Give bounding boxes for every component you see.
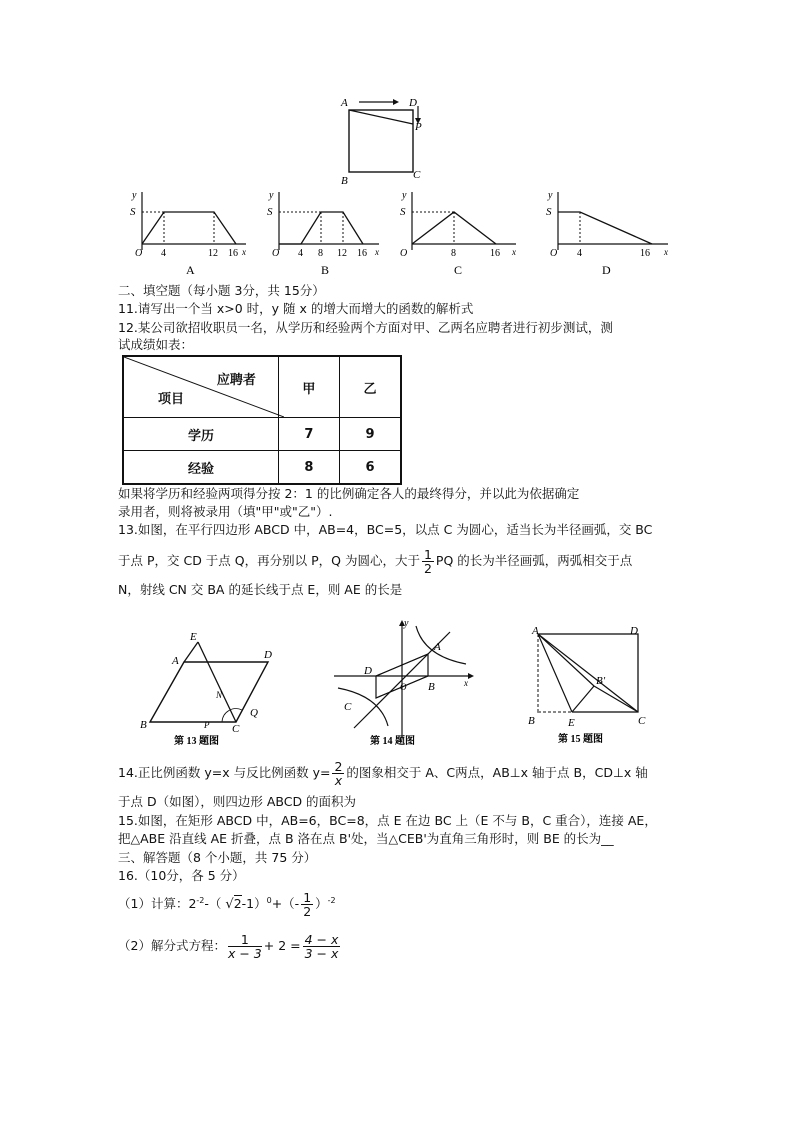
question-12-line3: 如果将学历和经验两项得分按 2：1 的比例确定各人的最终得分，并以此为依据确定 <box>118 486 580 501</box>
svg-text:16: 16 <box>228 248 238 259</box>
svg-text:y: y <box>402 190 407 201</box>
svg-text:16: 16 <box>640 248 650 259</box>
section3-heading: 三、解答题（8 个小题，共 75 分） <box>118 850 317 865</box>
label-b: B <box>341 175 348 187</box>
svg-text:Q: Q <box>250 707 258 719</box>
question-13-line2: 于点 P，交 CD 于点 Q，再分别以 P，Q 为圆心，大于 $\frac{1}{2}$ PQ 的长为半径画弧，两弧相交于点 <box>118 547 633 576</box>
graph-a <box>118 186 253 276</box>
svg-text:4: 4 <box>577 248 582 259</box>
svg-text:D: D <box>630 625 638 637</box>
moving-point-square-figure <box>335 92 435 187</box>
label-a: A <box>341 97 348 109</box>
svg-text:O: O <box>550 248 558 259</box>
svg-text:y: y <box>548 190 553 201</box>
question-12-line4: 录用者，则将被录用（填"甲"或"乙"）. <box>118 504 333 519</box>
svg-text:A: A <box>532 625 539 637</box>
svg-text:S: S <box>267 206 273 218</box>
table-header-yi: 乙 <box>339 356 401 418</box>
graph-b-caption: B <box>321 263 330 276</box>
figure-13-caption: 第 13 题图 <box>174 736 219 747</box>
figure-14 <box>330 618 480 748</box>
svg-text:B: B <box>140 719 147 731</box>
svg-text:E: E <box>190 631 197 643</box>
svg-text:O: O <box>400 682 407 692</box>
label-d: D <box>409 97 417 109</box>
question-11: 11.请写出一个当 x>0 时，y 随 x 的增大而增大的函数的解析式 <box>118 301 474 316</box>
fraction-1-over-x-3: $\frac{1}{x - 3}$ <box>227 932 262 961</box>
svg-text:B′: B′ <box>596 675 606 687</box>
table-corner-cell: 应聘者 项目 <box>123 356 278 418</box>
section2-heading: 二、填空题（每小题 3分，共 15分） <box>118 283 325 298</box>
table-row: 学历 7 9 <box>123 418 401 451</box>
graph-a-caption: A <box>186 263 195 276</box>
svg-text:x: x <box>512 247 516 257</box>
question-16-head: 16.（10分，各 5 分） <box>118 868 245 883</box>
svg-text:8: 8 <box>451 248 456 259</box>
figure-13 <box>138 628 288 748</box>
question-14-line1: 14.正比例函数 y=x 与反比例函数 y= $\frac{2}{x}$ 的图象相交于 A、C两点，AB⊥x 轴于点 B，CD⊥x 轴 <box>118 759 648 788</box>
svg-text:N: N <box>216 690 223 700</box>
question-16-part1: （1）计算：$2^{-2}-$（ √2-1）$^0$+（- $\frac{1}{2}$ ）$^{-2}$ <box>118 890 336 920</box>
question-15-line2: 把△ABE 沿直线 AE 折叠，点 B 洛在点 B'处，当△CEB'为直角三角形时，则 BE 的长为__ <box>118 831 614 846</box>
svg-text:x: x <box>464 678 468 688</box>
figure-15-caption: 第 15 题图 <box>558 734 603 745</box>
question-13-line3: N，射线 CN 交 BA 的延长线于点 E，则 AE 的长是 <box>118 582 403 597</box>
svg-text:S: S <box>130 206 136 218</box>
table-header-jia: 甲 <box>278 356 339 418</box>
table-row: 经验 8 6 <box>123 451 401 485</box>
svg-text:E: E <box>568 717 575 729</box>
label-c: C <box>413 169 421 181</box>
svg-text:12: 12 <box>337 248 347 259</box>
svg-text:y: y <box>269 190 274 201</box>
svg-text:y: y <box>132 190 137 201</box>
svg-text:C: C <box>638 715 646 727</box>
question-12-line2: 试成绩如表： <box>118 337 194 352</box>
graph-d <box>540 186 675 276</box>
score-table <box>122 355 402 485</box>
svg-text:4: 4 <box>298 248 303 259</box>
fraction-one-half: $\frac{1}{2}$ <box>303 890 312 920</box>
question-16-part2: （2）解分式方程： $\frac{1}{x - 3}$ + 2 = $\frac{4 - x}{3 - x}$ <box>118 932 339 961</box>
question-14-line2: 于点 D（如图），则四边形 ABCD 的面积为 <box>118 794 357 809</box>
figure-15 <box>524 620 674 750</box>
svg-text:O: O <box>135 248 143 259</box>
svg-text:O: O <box>272 248 280 259</box>
graph-d-caption: D <box>602 263 611 276</box>
svg-text:x: x <box>375 247 379 257</box>
svg-text:y: y <box>404 618 409 629</box>
fraction-4-x-over-3-x: $\frac{4 - x}{3 - x}$ <box>304 932 339 961</box>
svg-text:S: S <box>546 206 552 218</box>
figure-14-caption: 第 14 题图 <box>370 736 415 747</box>
svg-text:x: x <box>664 247 668 257</box>
question-13-line1: 13.如图，在平行四边形 ABCD 中，AB=4，BC=5，以点 C 为圆心，适当长为半径画弧，交 BC <box>118 522 653 537</box>
svg-text:B: B <box>428 681 435 693</box>
svg-text:16: 16 <box>357 248 367 259</box>
svg-text:S: S <box>400 206 406 218</box>
svg-text:B: B <box>528 715 535 727</box>
svg-text:12: 12 <box>208 248 218 259</box>
svg-text:D: D <box>364 665 372 677</box>
sqrt-symbol: √ <box>225 897 234 913</box>
svg-text:4: 4 <box>161 248 166 259</box>
svg-text:O: O <box>400 248 408 259</box>
svg-text:C: C <box>232 723 240 735</box>
label-p: P <box>415 121 422 133</box>
svg-text:8: 8 <box>318 248 323 259</box>
fraction-2-over-x: $\frac{2}{x}$ <box>334 759 343 788</box>
svg-text:16: 16 <box>490 248 500 259</box>
svg-text:x: x <box>242 247 246 257</box>
svg-text:D: D <box>264 649 272 661</box>
question-12-line1: 12.某公司欲招收职员一名，从学历和经验两个方面对甲、乙两名应聘者进行初步测试，测 <box>118 320 613 335</box>
svg-text:A: A <box>434 641 441 653</box>
svg-text:C: C <box>344 701 352 713</box>
graph-c <box>388 186 523 276</box>
graph-c-caption: C <box>454 263 463 276</box>
graph-b <box>255 186 390 276</box>
svg-text:A: A <box>172 655 179 667</box>
question-15-line1: 15.如图，在矩形 ABCD 中，AB=6，BC=8，点 E 在边 BC 上（E 不与 B，C 重合），连接 AE， <box>118 813 657 828</box>
svg-text:P: P <box>204 720 210 730</box>
fraction-half: $\frac{1}{2}$ <box>423 547 432 576</box>
